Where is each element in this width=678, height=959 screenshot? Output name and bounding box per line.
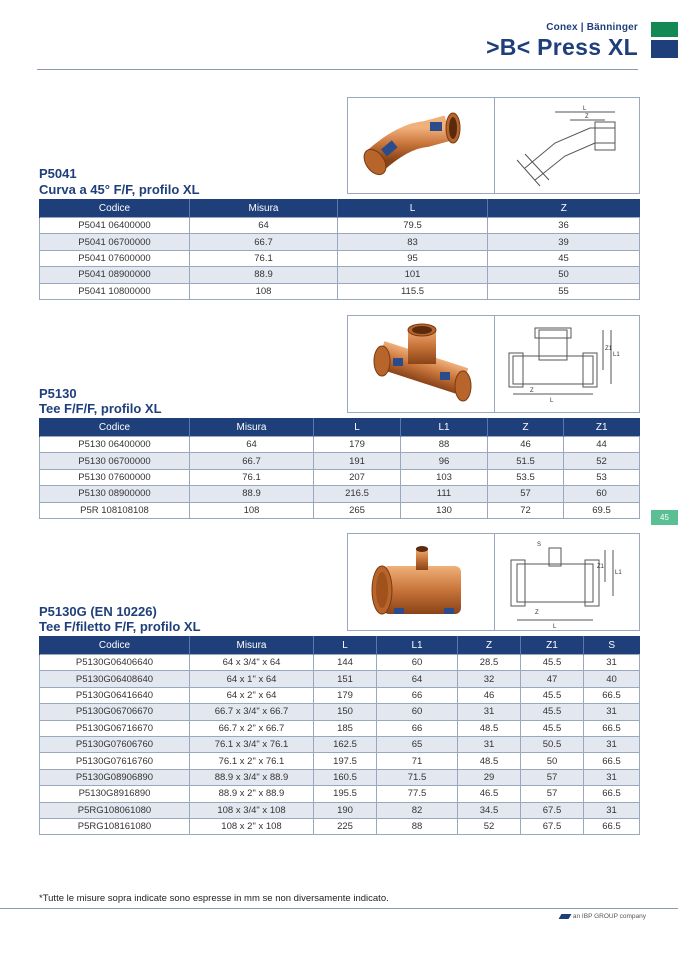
table-cell: 52 [564, 453, 640, 469]
table-cell: 108 x 3/4" x 108 [190, 802, 314, 818]
elbow-photo-icon [348, 98, 494, 193]
table-cell: 31 [584, 704, 640, 720]
table-row [40, 736, 640, 752]
table-cell: 195.5 [314, 786, 377, 802]
drawing-label-l1: L1 [613, 352, 620, 358]
tee-drawing-icon [495, 316, 639, 412]
table-row [40, 671, 640, 687]
product-title: Tee F/F/F, profilo XL [39, 401, 162, 416]
table-cell: 45.5 [521, 720, 584, 736]
table-row [40, 655, 640, 671]
table-cell: 88 [401, 437, 488, 453]
group-label [560, 913, 646, 920]
table-cell: 31 [584, 802, 640, 818]
table-cell: 144 [314, 655, 377, 671]
table-cell: 151 [314, 671, 377, 687]
table-cell: P5130G06408640 [40, 671, 190, 687]
table-cell: 60 [377, 704, 458, 720]
table-cell: 29 [458, 769, 521, 785]
table-cell: 48.5 [458, 753, 521, 769]
column-header: Z1 [564, 418, 640, 437]
table-cell: P5130G06416640 [40, 687, 190, 703]
table-cell: 103 [401, 469, 488, 485]
table-header-row [40, 199, 640, 218]
table-cell: 60 [564, 486, 640, 502]
table-cell: 57 [521, 786, 584, 802]
column-header: L [338, 199, 488, 218]
drawing-label-s: S [537, 542, 542, 548]
table-cell: 66.5 [584, 753, 640, 769]
table-cell: 31 [458, 736, 521, 752]
table-header-row [40, 418, 640, 437]
table-cell: P5041 06400000 [40, 218, 190, 234]
table-cell: 52 [458, 818, 521, 834]
product-title: Curva a 45° F/F, profilo XL [39, 182, 200, 197]
column-header: Z [458, 636, 521, 655]
product-title: Tee F/filetto F/F, profilo XL [39, 619, 201, 634]
table-cell: P5130G08906890 [40, 769, 190, 785]
threaded-tee-drawing-icon [495, 534, 639, 630]
table-cell: 111 [401, 486, 488, 502]
table-cell: 66.5 [584, 786, 640, 802]
table-cell: 185 [314, 720, 377, 736]
table-cell: 115.5 [338, 283, 488, 299]
table-row [40, 704, 640, 720]
table-cell: 64 x 2" x 64 [190, 687, 314, 703]
color-tab-green [651, 22, 678, 37]
table-cell: 50 [488, 267, 640, 283]
table-cell: 207 [314, 469, 401, 485]
table-row [40, 486, 640, 502]
table-cell: 51.5 [488, 453, 564, 469]
table-cell: 64 [377, 671, 458, 687]
column-header: L [314, 418, 401, 437]
brand-logo [486, 22, 638, 61]
table-cell: 191 [314, 453, 401, 469]
table-cell: 45.5 [521, 687, 584, 703]
table-cell: 71 [377, 753, 458, 769]
table-cell: 45.5 [521, 655, 584, 671]
table-cell: 77.5 [377, 786, 458, 802]
header-divider [37, 69, 638, 70]
table-cell: P5RG108161080 [40, 818, 190, 834]
table-cell: 130 [401, 502, 488, 518]
table-cell: 69.5 [564, 502, 640, 518]
product-line-title: >B< Press XL [486, 34, 638, 60]
color-tab-blue [651, 40, 678, 58]
table-cell: P5041 06700000 [40, 234, 190, 250]
table-row [40, 769, 640, 785]
table-cell: 45.5 [521, 704, 584, 720]
technical-drawing-elbow [494, 97, 640, 194]
table-cell: 83 [338, 234, 488, 250]
table-cell: P5041 08900000 [40, 267, 190, 283]
product-code: P5130G (EN 10226) [39, 604, 157, 619]
table-cell: P5041 07600000 [40, 250, 190, 266]
column-header: Misura [190, 636, 314, 655]
table-row [40, 786, 640, 802]
column-header: L1 [401, 418, 488, 437]
table-cell: 190 [314, 802, 377, 818]
table-cell: 66 [377, 687, 458, 703]
table-cell: 108 x 2" x 108 [190, 818, 314, 834]
ibp-logo-icon [558, 914, 571, 919]
table-cell: 76.1 [190, 250, 338, 266]
table-cell: 64 x 3/4" x 64 [190, 655, 314, 671]
drawing-label-l: L [583, 106, 587, 112]
table-cell: 48.5 [458, 720, 521, 736]
table-cell: 66.7 x 2" x 66.7 [190, 720, 314, 736]
table-cell: 46 [458, 687, 521, 703]
table-cell: 88.9 x 2" x 88.9 [190, 786, 314, 802]
table-cell: P5130 07600000 [40, 469, 190, 485]
table-cell: 96 [401, 453, 488, 469]
table-header-row [40, 636, 640, 655]
column-header: Codice [40, 636, 190, 655]
table-cell: 76.1 [190, 469, 314, 485]
table-row [40, 469, 640, 485]
table-row [40, 234, 640, 250]
product-code: P5041 [39, 166, 77, 181]
table-cell: 50.5 [521, 736, 584, 752]
product-code: P5130 [39, 386, 77, 401]
column-header: Codice [40, 418, 190, 437]
table-cell: 66 [377, 720, 458, 736]
table-row [40, 283, 640, 299]
table-cell: 36 [488, 218, 640, 234]
footer-divider [0, 908, 678, 909]
table-cell: 265 [314, 502, 401, 518]
column-header: L [314, 636, 377, 655]
table-cell: 71.5 [377, 769, 458, 785]
table-cell: 40 [584, 671, 640, 687]
table-cell: 64 [190, 218, 338, 234]
table-cell: 162.5 [314, 736, 377, 752]
table-cell: 95 [338, 250, 488, 266]
spec-table-p5130g [39, 636, 640, 835]
table-cell: 53.5 [488, 469, 564, 485]
table-cell: 31 [584, 769, 640, 785]
table-cell: 79.5 [338, 218, 488, 234]
table-cell: 216.5 [314, 486, 401, 502]
column-header: Misura [190, 418, 314, 437]
table-cell: 57 [488, 486, 564, 502]
table-row [40, 687, 640, 703]
table-cell: 197.5 [314, 753, 377, 769]
table-cell: 28.5 [458, 655, 521, 671]
drawing-label-z1: Z1 [605, 346, 613, 352]
column-header: Z1 [521, 636, 584, 655]
table-row [40, 453, 640, 469]
group-text: an IBP GROUP company [572, 913, 646, 920]
table-cell: 66.7 [190, 453, 314, 469]
table-row [40, 267, 640, 283]
product-photo-threaded-tee [347, 533, 495, 631]
table-cell: 179 [314, 687, 377, 703]
table-cell: 39 [488, 234, 640, 250]
table-cell: 67.5 [521, 818, 584, 834]
company-name: Conex | Bänninger [546, 22, 638, 33]
table-row [40, 753, 640, 769]
table-cell: 46.5 [458, 786, 521, 802]
drawing-label-z: Z [585, 114, 589, 120]
table-cell: 34.5 [458, 802, 521, 818]
table-cell: 66.7 [190, 234, 338, 250]
table-cell: 65 [377, 736, 458, 752]
technical-drawing-threaded-tee [494, 533, 640, 631]
table-cell: 66.5 [584, 720, 640, 736]
table-cell: 88.9 [190, 486, 314, 502]
table-cell: P5RG108061080 [40, 802, 190, 818]
table-cell: 53 [564, 469, 640, 485]
table-cell: 44 [564, 437, 640, 453]
table-cell: 60 [377, 655, 458, 671]
product-photo-tee [347, 315, 495, 413]
column-header: Codice [40, 199, 190, 218]
table-cell: 46 [488, 437, 564, 453]
table-cell: P5130G06706670 [40, 704, 190, 720]
column-header: Z [488, 199, 640, 218]
table-cell: 31 [584, 736, 640, 752]
table-cell: P5130G07616760 [40, 753, 190, 769]
table-cell: P5130G06716670 [40, 720, 190, 736]
table-row [40, 437, 640, 453]
table-cell: 108 [190, 283, 338, 299]
table-cell: 76.1 x 2" x 76.1 [190, 753, 314, 769]
footnote: *Tutte le misure sopra indicate sono espresse in mm se non diversamente indicato. [39, 893, 389, 904]
table-cell: 57 [521, 769, 584, 785]
column-header: S [584, 636, 640, 655]
table-row [40, 720, 640, 736]
table-row [40, 218, 640, 234]
table-cell: 101 [338, 267, 488, 283]
column-header: Z [488, 418, 564, 437]
table-cell: 32 [458, 671, 521, 687]
table-cell: 160.5 [314, 769, 377, 785]
table-cell: 66.5 [584, 818, 640, 834]
table-cell: 31 [584, 655, 640, 671]
page-number: 45 [651, 510, 678, 525]
drawing-label-l: L [553, 624, 557, 630]
table-cell: 66.5 [584, 687, 640, 703]
table-row [40, 502, 640, 518]
table-cell: 31 [458, 704, 521, 720]
table-cell: P5130 08900000 [40, 486, 190, 502]
drawing-label-l: L [550, 398, 554, 404]
table-cell: 88.9 [190, 267, 338, 283]
table-cell: 108 [190, 502, 314, 518]
table-cell: 66.7 x 3/4" x 66.7 [190, 704, 314, 720]
product-photo-elbow [347, 97, 495, 194]
technical-drawing-tee [494, 315, 640, 413]
table-cell: 50 [521, 753, 584, 769]
table-row [40, 250, 640, 266]
table-cell: 179 [314, 437, 401, 453]
spec-table-p5041 [39, 199, 640, 300]
drawing-label-z: Z [530, 388, 534, 394]
table-cell: 67.5 [521, 802, 584, 818]
table-cell: 55 [488, 283, 640, 299]
table-cell: 47 [521, 671, 584, 687]
table-cell: 45 [488, 250, 640, 266]
table-cell: P5130G07606760 [40, 736, 190, 752]
column-header: Misura [190, 199, 338, 218]
table-cell: P5041 10800000 [40, 283, 190, 299]
table-row [40, 818, 640, 834]
column-header: L1 [377, 636, 458, 655]
table-cell: P5130 06700000 [40, 453, 190, 469]
table-cell: P5R 108108108 [40, 502, 190, 518]
elbow-drawing-icon [495, 98, 639, 193]
table-cell: 64 [190, 437, 314, 453]
table-cell: 72 [488, 502, 564, 518]
drawing-label-z: Z [535, 610, 539, 616]
table-cell: 225 [314, 818, 377, 834]
table-cell: 76.1 x 3/4" x 76.1 [190, 736, 314, 752]
threaded-tee-photo-icon [348, 534, 494, 630]
drawing-label-z1: Z1 [597, 564, 605, 570]
drawing-label-l1: L1 [615, 570, 622, 576]
table-cell: P5130 06400000 [40, 437, 190, 453]
tee-photo-icon [348, 316, 494, 412]
table-cell: P5130G8916890 [40, 786, 190, 802]
table-cell: P5130G06406640 [40, 655, 190, 671]
table-cell: 88.9 x 3/4" x 88.9 [190, 769, 314, 785]
spec-table-p5130 [39, 418, 640, 519]
table-cell: 150 [314, 704, 377, 720]
table-cell: 88 [377, 818, 458, 834]
table-cell: 82 [377, 802, 458, 818]
table-row [40, 802, 640, 818]
table-cell: 64 x 1" x 64 [190, 671, 314, 687]
